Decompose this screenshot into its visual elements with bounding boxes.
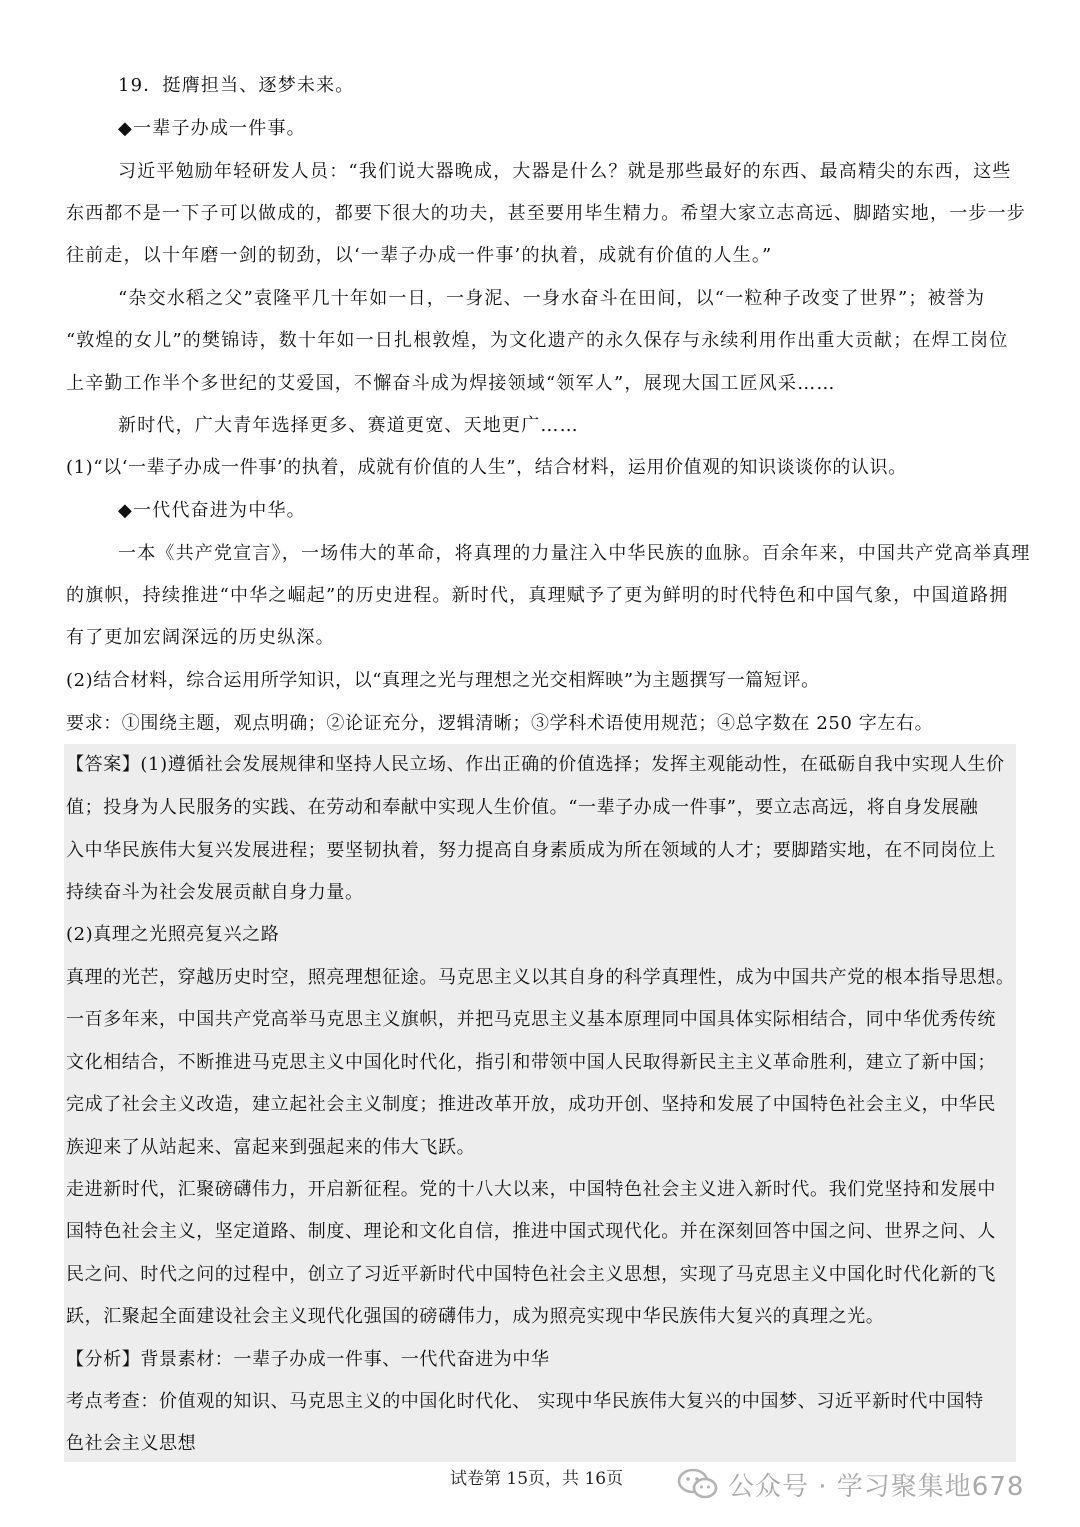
answer-line: 一百多年来，中国共产党高举马克思主义旗帜，并把马克思主义基本原理同中国具体实际相结合，同中华优秀传统 xyxy=(66,1009,996,1030)
material-para1-line3: 往前走，以十年磨一剑的韧劲，以‘一辈子办成一件事’的执着，成就有价值的人生。” xyxy=(66,245,773,266)
requirement-text: 要求：①围绕主题，观点明确；②论证充分，逻辑清晰；③学科术语使用规范；④总字数在 250 字左右。 xyxy=(66,713,934,734)
wechat-icon xyxy=(676,1468,720,1500)
answer-line: 族迎来了从站起来、富起来到强起来的伟大飞跃。 xyxy=(66,1137,476,1158)
analysis-line: 色社会主义思想 xyxy=(66,1433,197,1454)
analysis-line: 考点考查：价值观的知识、马克思主义的中国化时代化、 实现中华民族伟大复兴的中国梦、习近平新时代中国特 xyxy=(66,1391,984,1412)
page-footer: 试卷第 15页，共 16页 xyxy=(450,1469,624,1489)
section-heading-1: ◆一辈子办成一件事。 xyxy=(118,118,306,139)
material-para1-line2: 东西都不是一下子可以做成的，都要下很大的功夫，甚至要用毕生精力。希望大家立志高远、脚踏实地，一步一步 xyxy=(66,203,1026,224)
answer-line: 跃，汇聚起全面建设社会主义现代化强国的磅礴伟力，成为照亮实现中华民族伟大复兴的真理之光。 xyxy=(66,1306,885,1327)
question-title: 19．挺膺担当、逐梦未来。 xyxy=(118,75,355,96)
answer-line: 文化相结合，不断推进马克思主义中国化时代化，指引和带领中国人民取得新民主主义革命胜利，建立了新中国； xyxy=(66,1052,996,1073)
answer-line: 完成了社会主义改造，建立起社会主义制度；推进改革开放，成功开创、坚持和发展了中国特色社会主义，中华民 xyxy=(66,1094,996,1115)
material-para2-line3: 上辛勤工作半个多世纪的艾爱国，不懈奋斗成为焊接领域“领军人”，展现大国工匠风采…… xyxy=(66,373,836,394)
watermark-text: 公众号 · 学习聚集地678 xyxy=(728,1471,1025,1502)
material-para2-line2: “敦煌的女儿”的樊锦诗，数十年如一日扎根敦煌，为文化遗产的永久保存与永续利用作出重大贡献；在焊工岗位 xyxy=(66,330,1009,351)
answer-line: 真理的光芒，穿越历史时空，照亮理想征途。马克思主义以其自身的科学真理性，成为中国共产党的根本指导思想。 xyxy=(66,967,1015,988)
material-para3: 新时代，广大青年选择更多、赛道更宽、天地更广…… xyxy=(118,415,579,436)
material-para4-line3: 有了更加宏阔深远的历史纵深。 xyxy=(66,627,335,648)
watermark xyxy=(676,1464,1024,1504)
answer-line: (2)真理之光照亮复兴之路 xyxy=(66,924,280,945)
material-para4-line1: 一本《共产党宣言》，一场伟大的革命，将真理的力量注入中华民族的血脉。百余年来，中国共产党高举真理 xyxy=(118,543,1031,564)
answer-line: 国特色社会主义，坚定道路、制度、理论和文化自信，推进中国式现代化。并在深刻回答中国之问、世界之问、人 xyxy=(66,1221,996,1242)
material-para4-line2: 的旗帜，持续推进“中华之崛起”的历史进程。新时代，真理赋予了更为鲜明的时代特色和中国气象，中国道路拥 xyxy=(66,585,1009,606)
material-para1-line1: 习近平勉励年轻研发人员：“我们说大器晚成，大器是什么？就是那些最好的东西、最高精尖的东西，这些 xyxy=(118,161,1012,182)
answer-line: 走进新时代，汇聚磅礴伟力，开启新征程。党的十八大以来，中国特色社会主义进入新时代。我们党坚持和发展中 xyxy=(66,1179,996,1200)
answer-line: 民之问、时代之问的过程中，创立了习近平新时代中国特色社会主义思想，实现了马克思主义中国化时代化新的飞 xyxy=(66,1264,996,1285)
answer-line: 入中华民族伟大复兴发展进程；要坚韧执着，努力提高自身素质成为所在领域的人才；要脚踏实地，在不同岗位上 xyxy=(66,840,996,861)
sub-question-2: (2)结合材料，综合运用所学知识，以“真理之光与理想之光交相辉映”为主题撰写一篇短评。 xyxy=(66,670,820,691)
sub-question-1: (1)“以‘一辈子办成一件事’的执着，成就有价值的人生”，结合材料，运用价值观的知识谈谈你的认识。 xyxy=(66,457,907,478)
material-para2-line1: “杂交水稻之父”袁隆平几十年如一日，一身泥、一身水奋斗在田间，以“一粒种子改变了世界”；被誉为 xyxy=(118,288,986,309)
section-heading-2: ◆一代代奋进为中华。 xyxy=(118,500,306,521)
answer-line: 【答案】(1)遵循社会发展规律和坚持人民立场、作出正确的价值选择；发挥主观能动性，在砥砺自我中实现人生价 xyxy=(66,754,1005,775)
analysis-line: 【分析】背景素材：一辈子办成一件事、一代代奋进为中华 xyxy=(66,1349,550,1370)
answer-line: 值；投身为人民服务的实践、在劳动和奉献中实现人生价值。“一辈子办成一件事”，要立志高远，将自身发展融 xyxy=(66,797,979,818)
answer-line: 持续奋斗为社会发展贡献自身力量。 xyxy=(66,882,364,903)
